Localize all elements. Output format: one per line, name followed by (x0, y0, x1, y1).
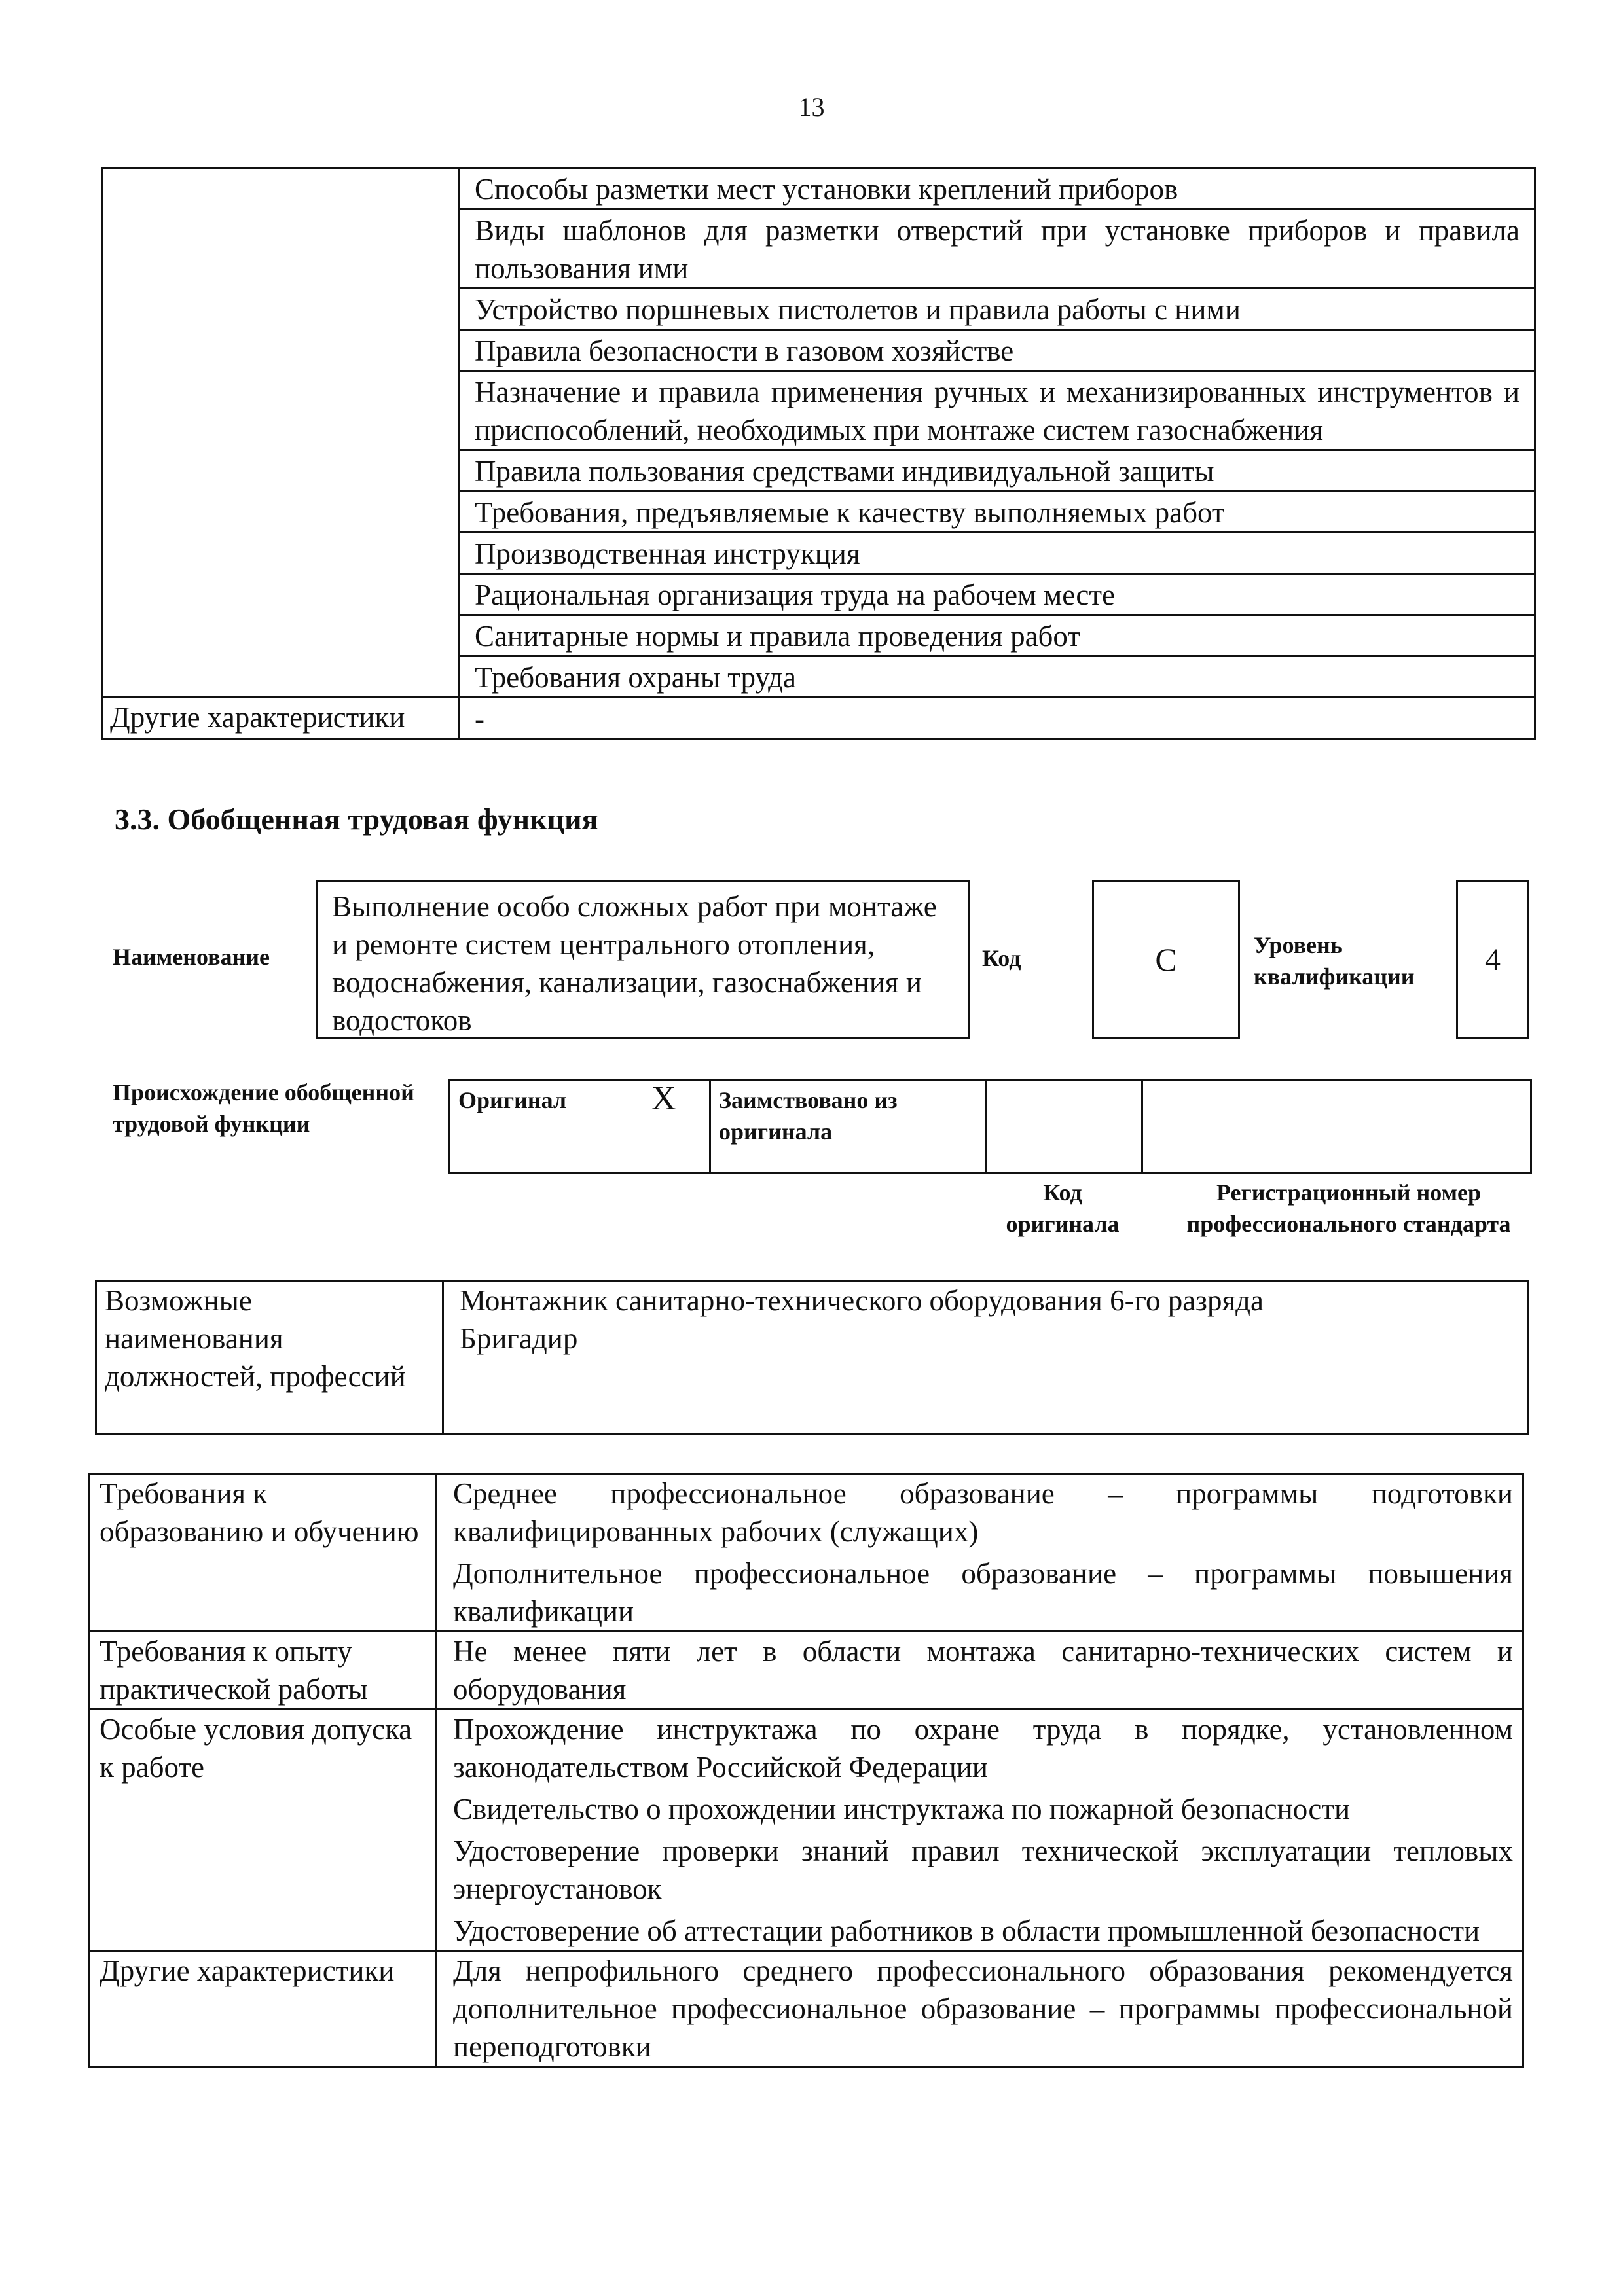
table-row (96, 1281, 1529, 1435)
section-heading: 3.3. Обобщенная трудовая функция (115, 802, 598, 836)
education-item: Среднее профессиональное образование – программы подготовки квалифицированных рабочих (служащих) (453, 1477, 1513, 1548)
original-label: Оригинал (450, 1080, 619, 1174)
experience-value: Не менее пяти лет в области монтажа санитарно-технических систем и оборудования (437, 1632, 1523, 1710)
function-name-box: Выполнение особо сложных работ при монтаже и ремонте систем центрального отопления, водоснабжения, канализации, газоснабжения и водостоков (316, 880, 970, 1039)
registration-number-cell (1142, 1080, 1531, 1174)
original-code-cell (987, 1080, 1142, 1174)
condition-item: Прохождение инструктажа по охране труда в порядке, установленном законодательством Российской Федерации (453, 1713, 1513, 1784)
other-characteristics-label: Другие характеристики (103, 698, 460, 739)
knowledge-item: Требования, предъявляемые к качеству выполняемых работ (460, 492, 1535, 533)
qualification-level-label: Уровень квалификации (1254, 932, 1415, 990)
position-item: Бригадир (460, 1322, 578, 1355)
table-row (450, 1080, 1531, 1174)
condition-item: Удостоверение об аттестации работников в области промышленной безопасности (453, 1914, 1480, 1947)
name-label: Наименование (113, 944, 270, 970)
original-code-caption: Код оригинала (1006, 1179, 1120, 1237)
conditions-value (437, 1710, 1523, 1951)
positions-table (95, 1280, 1529, 1435)
table-row (90, 1710, 1523, 1951)
education-value (437, 1474, 1523, 1632)
table-row (103, 698, 1535, 739)
original-mark: X (619, 1080, 710, 1174)
table-row (90, 1632, 1523, 1710)
registration-number-caption: Регистрационный номер профессионального стандарта (1186, 1179, 1511, 1237)
table-row (90, 1951, 1523, 2067)
knowledge-item: Правила пользования средствами индивидуальной защиты (460, 450, 1535, 492)
origin-table (448, 1079, 1532, 1174)
knowledge-item: Производственная инструкция (460, 533, 1535, 574)
knowledge-item: Устройство поршневых пистолетов и правила работы с ними (460, 289, 1535, 330)
other-characteristics-value: - (460, 698, 1535, 739)
education-item: Дополнительное профессиональное образование – программы повышения квалификации (453, 1557, 1513, 1628)
experience-label: Требования к опыту практической работы (90, 1632, 437, 1710)
knowledge-item: Санитарные нормы и правила проведения работ (460, 615, 1535, 656)
positions-values (443, 1281, 1529, 1435)
knowledge-item: Виды шаблонов для разметки отверстий при установке приборов и правила пользования ими (460, 209, 1535, 289)
requirements-table (88, 1473, 1524, 2068)
other-characteristics-value: Для непрофильного среднего профессионального образования рекомендуется дополнительное профессиональное образование – программы профессиональной переподготовки (437, 1951, 1523, 2067)
table-cell-empty (103, 168, 460, 698)
table-row (90, 1474, 1523, 1632)
origin-label: Происхождение обобщенной трудовой функции (113, 1079, 414, 1137)
code-label: Код (982, 945, 1021, 971)
qualification-level-box: 4 (1456, 880, 1529, 1039)
page-number: 13 (798, 92, 825, 122)
knowledge-item: Рациональная организация труда на рабочем месте (460, 574, 1535, 615)
code-value-box: C (1092, 880, 1240, 1039)
position-item: Монтажник санитарно-технического оборудования 6-го разряда (460, 1284, 1264, 1317)
other-characteristics-label: Другие характеристики (90, 1951, 437, 2067)
knowledge-item: Способы разметки мест установки креплений приборов (460, 168, 1535, 209)
condition-item: Свидетельство о прохождении инструктажа по пожарной безопасности (453, 1793, 1351, 1825)
knowledge-item: Требования охраны труда (460, 656, 1535, 698)
conditions-label: Особые условия допуска к работе (90, 1710, 437, 1951)
knowledge-item: Правила безопасности в газовом хозяйстве (460, 330, 1535, 371)
knowledge-table (101, 167, 1536, 740)
knowledge-item: Назначение и правила применения ручных и механизированных инструментов и приспособлений, необходимых при монтаже систем газоснабжения (460, 371, 1535, 450)
education-label: Требования к образованию и обучению (90, 1474, 437, 1632)
table-row (103, 168, 1535, 209)
condition-item: Удостоверение проверки знаний правил технической эксплуатации тепловых энергоустановок (453, 1835, 1513, 1905)
borrowed-label: Заимствовано из оригинала (710, 1080, 987, 1174)
positions-label: Возможные наименования должностей, профессий (96, 1281, 443, 1435)
